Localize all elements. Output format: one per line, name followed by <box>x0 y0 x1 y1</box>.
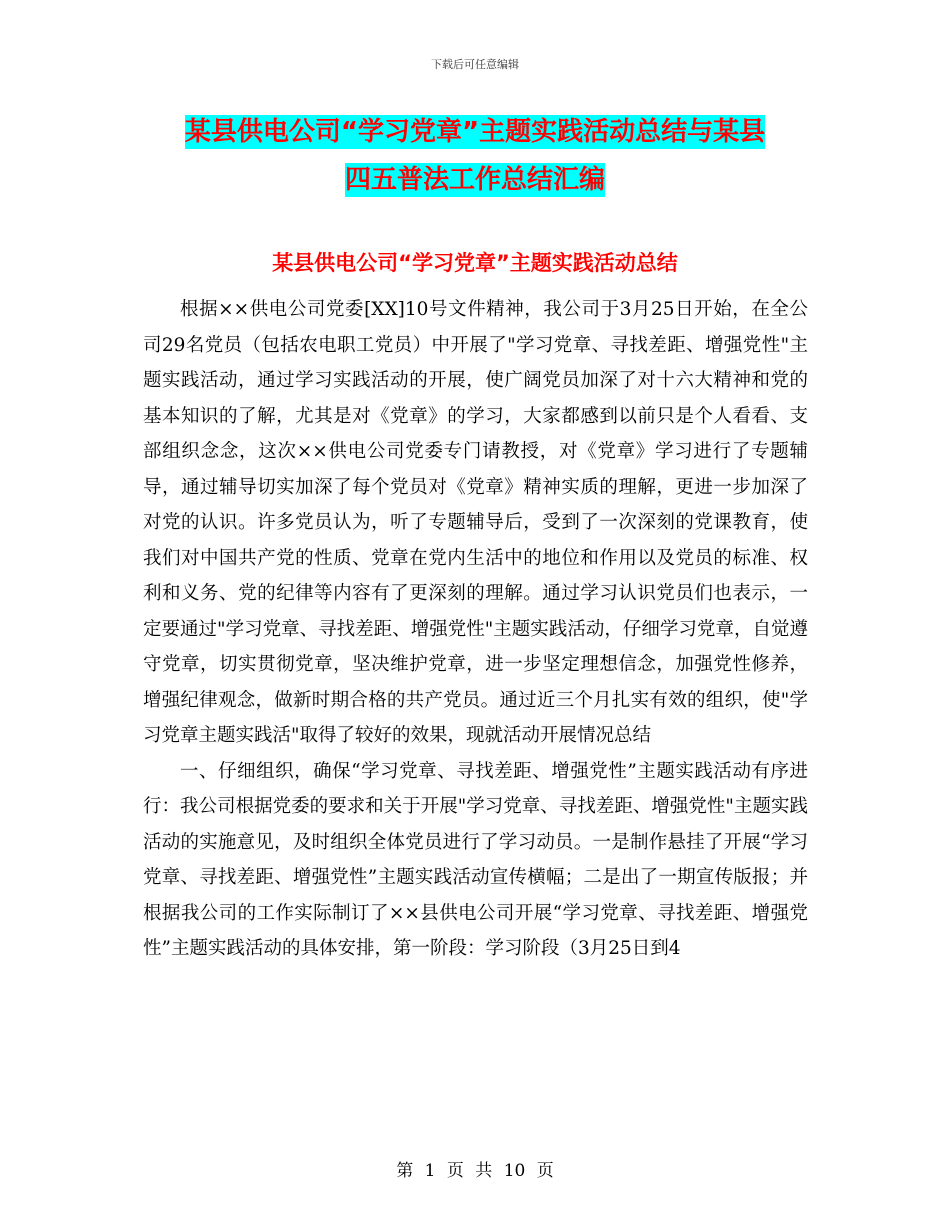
page-footer: 第 1 页 共 10 页 <box>396 1161 554 1181</box>
header-note: 下载后可任意编辑 <box>431 58 519 71</box>
section-title: 某县供电公司“学习党章”主题实践活动总结 <box>272 251 678 275</box>
body-paragraph-1: 根据××供电公司党委[XX]10号文件精神，我公司于3月25日开始，在全公司29名党员（包括农电职工党员）中开展了"学习党章、寻找差距、增强党性"主题实践活动，通过学习实践活动的开展，使广阔党员加深了对十六大精神和党的基本知识的了解，尤其是对《党章》的学习，大家都感到以前只是个人看看、支部组织念念，这次××供电公司党委专门请教授，对《党章》学习进行了专题辅导，通过辅导切实加深了每个党员对《党章》精神实质的理解，更进一步加深了对党的认识。许多党员认为，听了专题辅导后，受到了一次深刻的党课教育，使我们对中国共产党的性质、党章在党内生活中的地位和作用以及党员的标准、权利和义务、党的纪律等内容有了更深刻的理解。通过学习认识党员们也表示，一定要通过"学习党章、寻找差距、增强党性"主题实践活动，仔细学习党章，自觉遵守党章，切实贯彻党章，坚决维护党章，进一步坚定理想信念，加强党性修养，增强纪律观念，做新时期合格的共产党员。通过近三个月扎实有效的组织，使"学习党章主题实践活"取得了较好的效果，现就活动开展情况总结 <box>143 299 808 746</box>
body-paragraph-2: 一、仔细组织，确保“学习党章、寻找差距、增强党性”主题实践活动有序进行：我公司根据党委的要求和关于开展"学习党章、寻找差距、增强党性"主题实践活动的实施意见，及时组织全体党员进行了学习动员。一是制作悬挂了开展“学习党章、寻找差距、增强党性”主题实践活动宣传横幅；二是出了一期宣传版报；并根据我公司的工作实际制订了××县供电公司开展“学习党章、寻找差距、增强党性”主题实践活动的具体安排，第一阶段：学习阶段（3月25日到4 <box>143 760 808 959</box>
document-title <box>140 108 810 204</box>
document-body <box>143 292 808 967</box>
document-title-line-2: 四五普法工作总结汇编 <box>344 165 605 195</box>
document-title-line-1: 某县供电公司“学习党章”主题实践活动总结与某县 <box>184 117 766 147</box>
